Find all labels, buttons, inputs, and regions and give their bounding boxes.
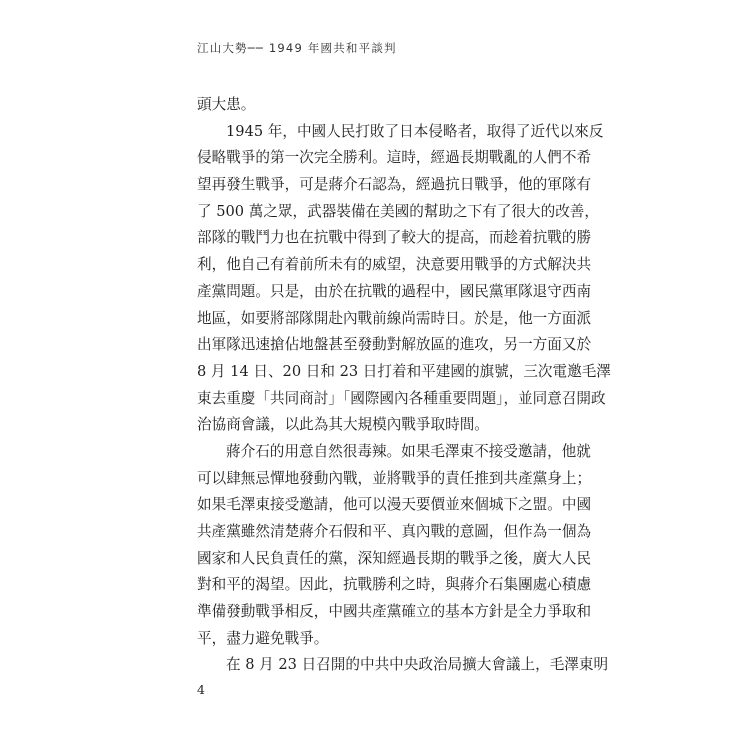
text-line: 如果毛澤東接受邀請，他可以漫天要價並來個城下之盟。中國 <box>197 496 592 514</box>
text-line: 共產黨雖然清楚蔣介石假和平、真內戰的意圖，但作為一個為 <box>197 523 592 540</box>
text-line: 國家和人民負責任的黨，深知經過長期的戰爭之後，廣大人民 <box>197 549 592 567</box>
page-number: 4 <box>197 682 205 697</box>
text-line: 侵略戰爭的第一次完全勝利。這時，經過長期戰亂的人們不希 <box>197 149 592 167</box>
text-line: 準備發動戰爭相反，中國共產黨確立的基本方針是全力爭取和 <box>197 603 592 621</box>
paragraph-last-line: 平，盡力避免戰爭。 <box>197 629 329 647</box>
text-line: 地區，如要將部隊開赴內戰前線尚需時日。於是，他一方面派 <box>197 309 592 327</box>
text-line: 出軍隊迅速搶佔地盤甚至發動對解放區的進攻，另一方面又於 <box>197 336 592 354</box>
text-line: 了 500 萬之眾，武器裝備在美國的幫助之下有了很大的改善， <box>197 202 599 220</box>
text-line: 8 月 14 日、20 日和 23 日打着和平建國的旗號，三次電邀毛澤 <box>197 362 611 380</box>
running-header: 江山大勢── 1949 年國共和平談判 <box>197 41 397 55</box>
text-line: 產黨問題。只是，由於在抗戰的過程中，國民黨軍隊退守西南 <box>197 282 592 300</box>
body-text <box>197 92 611 679</box>
text-line: 頭大患。 <box>197 96 256 113</box>
paragraph-first-line: 在 8 月 23 日召開的中共中央政治局擴大會議上，毛澤東明 <box>226 656 609 674</box>
text-line: 對和平的渴望。因此，抗戰勝利之時，與蔣介石集團處心積慮 <box>197 576 592 594</box>
text-line: 部隊的戰鬥力也在抗戰中得到了較大的提高，而趁着抗戰的勝 <box>197 229 592 247</box>
text-line: 可以肆無忌憚地發動內戰，並將戰爭的責任推到共產黨身上； <box>197 469 592 487</box>
paragraph-last-line: 治協商會議，以此為其大規模內戰爭取時間。 <box>197 416 489 434</box>
paragraph-first-line: 1945 年，中國人民打敗了日本侵略者，取得了近代以來反 <box>226 122 604 140</box>
text-line: 東去重慶「共同商討」「國際國內各種重要問題」，並同意召開政 <box>197 389 606 407</box>
text-line: 望再發生戰爭，可是蔣介石認為，經過抗日戰爭，他的軍隊有 <box>197 176 592 194</box>
paragraph-first-line: 蔣介石的用意自然很毒辣。如果毛澤東不接受邀請，他就 <box>226 442 591 460</box>
text-line: 利，他自己有着前所未有的威望，決意要用戰爭的方式解決共 <box>197 256 592 274</box>
